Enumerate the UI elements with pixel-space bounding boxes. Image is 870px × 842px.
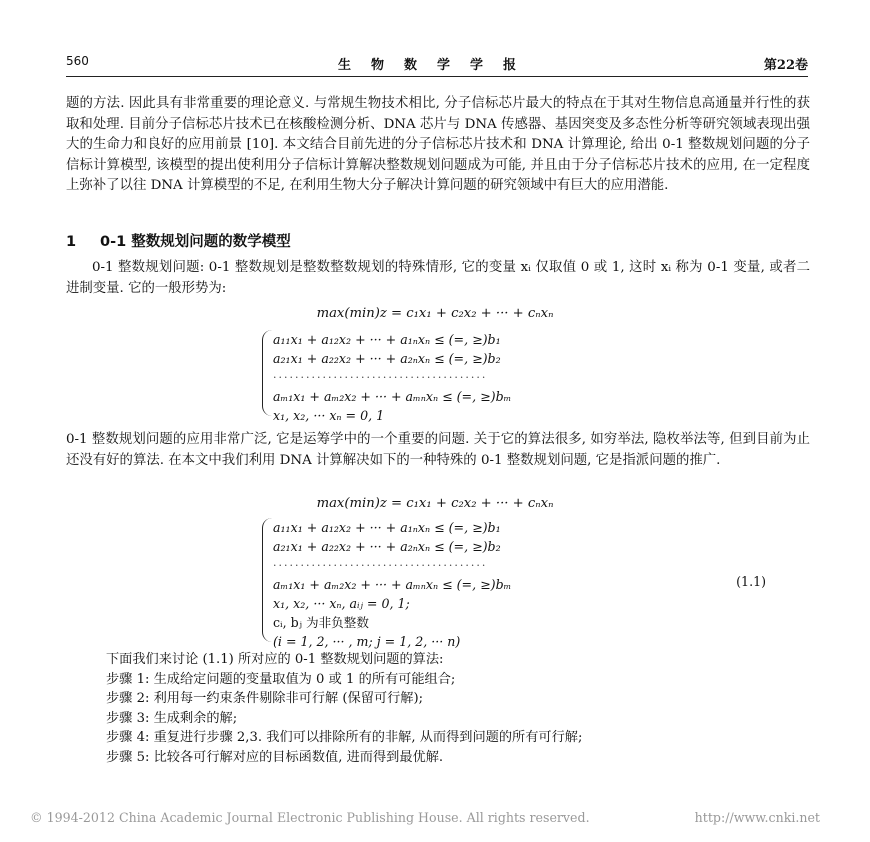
step-item: 步骤 5: 比较各可行解对应的目标函数值, 进而得到最优解. — [106, 749, 444, 765]
constraint-system-general — [262, 330, 512, 423]
constraint-row: a₂₁x₁ + a₂₂x₂ + ··· + a₂ₙxₙ ≤ (=, ≥)b₂ — [273, 539, 501, 554]
journal-title: 生物数学学报 — [337, 58, 536, 73]
step-item: 步骤 2: 利用每一约束条件剔除非可行解 (保留可行解); — [106, 691, 424, 707]
constraint-row: a₂₁x₁ + a₂₂x₂ + ··· + a₂ₙxₙ ≤ (=, ≥)b₂ — [273, 351, 501, 366]
constraint-ellipsis: ······································· — [273, 371, 488, 384]
algorithm-steps — [106, 650, 810, 768]
constraint-system-special — [262, 518, 512, 649]
copyright-text: © 1994-2012 China Academic Journal Electronic Publishing House. All rights reserved. — [30, 810, 590, 825]
step-item: 步骤 1: 生成给定问题的变量取值为 0 或 1 的所有可能组合; — [106, 671, 456, 687]
paragraph-general-form: 0-1 整数规划问题: 0-1 整数规划是整数整数规划的特殊情形, 它的变量 xᵢ 仅取值 0 或 1, 这时 xᵢ 称为 0-1 变量, 或者二进制变量. 它的一般形势为: — [66, 260, 810, 296]
constraint-row: a₁₁x₁ + a₁₂x₂ + ··· + a₁ₙxₙ ≤ (=, ≥)b₁ — [273, 332, 501, 347]
constraint-ellipsis: ······································· — [273, 559, 488, 572]
constraint-row: x₁, x₂, ··· xₙ, aᵢⱼ = 0, 1; — [273, 596, 410, 611]
constraint-row: x₁, x₂, ··· xₙ = 0, 1 — [273, 408, 385, 423]
constraint-row: (i = 1, 2, ··· , m; j = 1, 2, ··· n) — [273, 634, 461, 649]
step-item: 步骤 3: 生成剩余的解; — [106, 710, 238, 726]
objective-function: max(min)z = c₁x₁ + c₂x₂ + ··· + cₙxₙ — [316, 306, 554, 321]
section-heading — [66, 230, 291, 251]
steps-intro: 下面我们来讨论 (1.1) 所对应的 0-1 整数规划问题的算法: — [106, 652, 444, 667]
constraint-row: a₁₁x₁ + a₁₂x₂ + ··· + a₁ₙxₙ ≤ (=, ≥)b₁ — [273, 520, 501, 535]
running-header — [66, 54, 808, 74]
intro-paragraph: 题的方法. 因此具有非常重要的理论意义. 与常规生物技术相比, 分子信标芯片最大的特点在于其对生物信息高通量并行性的获取和处理. 目前分子信标芯片技术已在核酸检测分析、DNA 芯片与 DNA 传感器、基因突变及多态性分析等研究领域表现出强大的生命力和良好的应用前景 [10]. 本文结合目前先进的分子信标芯片技术和 DNA 计算理论, 给出 0-1 整数规划问题的分子信标计算模型, 该模型的提出使利用分子信标计算解决整数规划问题成为可能, 并且由于分子信标芯片技术的应用, 在一定程度上弥补了以往 DNA 计算模型的不足, 在利用生物大分子解决计算问题的研究领域中有巨大的应用潜能. — [66, 96, 810, 193]
step-item: 步骤 4: 重复进行步骤 2,3. 我们可以排除所有的非解, 从而得到问题的所有可行解; — [106, 730, 583, 746]
equation-number: (1.1) — [736, 574, 766, 589]
page-number: 560 — [66, 54, 89, 68]
objective-function-special: max(min)z = c₁x₁ + c₂x₂ + ··· + cₙxₙ — [316, 496, 554, 511]
paragraph-applications: 0-1 整数规划问题的应用非常广泛, 它是运筹学中的一个重要的问题. 关于它的算法很多, 如穷举法, 隐枚举法等, 但到目前为止还没有好的算法. 在本文中我们利用 DNA 计算解决如下的一种特殊的 0-1 整数规划问题, 它是指派问题的推广. — [66, 432, 810, 468]
constraint-row: cᵢ, bⱼ 为非负整数 — [273, 615, 369, 630]
constraint-row: aₘ₁x₁ + aₘ₂x₂ + ··· + aₘₙxₙ ≤ (=, ≥)bₘ — [273, 577, 512, 592]
footer-url: http://www.cnki.net — [694, 810, 820, 825]
volume-label: 第22卷 — [763, 58, 808, 73]
header-rule — [66, 76, 808, 77]
section-number: 1 — [66, 234, 77, 250]
section-title: 0-1 整数规划问题的数学模型 — [100, 234, 291, 250]
constraint-row: aₘ₁x₁ + aₘ₂x₂ + ··· + aₘₙxₙ ≤ (=, ≥)bₘ — [273, 389, 512, 404]
